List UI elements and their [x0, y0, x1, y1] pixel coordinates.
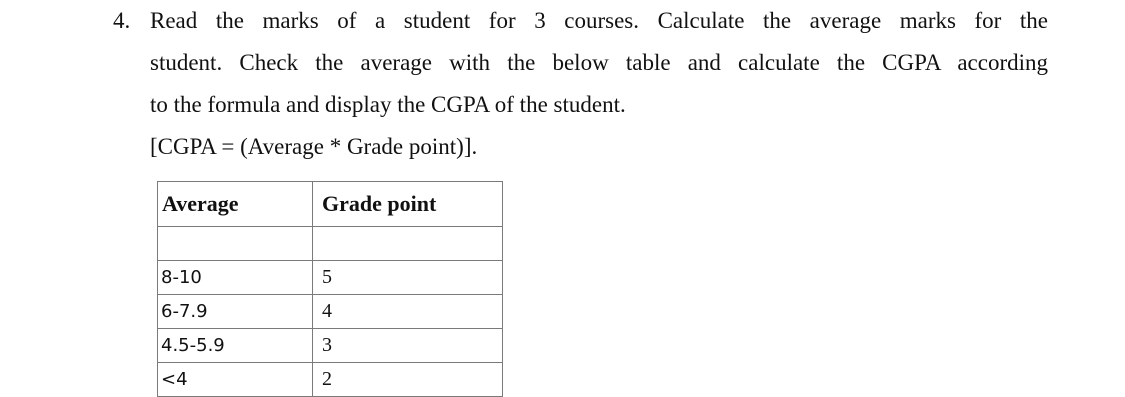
table-header-row — [158, 182, 503, 227]
grade-point-cell: 4 — [313, 295, 503, 329]
grade-table — [157, 181, 503, 397]
grade-point-cell: 5 — [313, 261, 503, 295]
question-text-line-1: Read the marks of a student for 3 courses. Calculate the average marks for the — [150, 8, 1048, 33]
grade-point-cell: 3 — [313, 329, 503, 363]
divider-cell — [313, 227, 503, 261]
grade-point-cell: 2 — [313, 363, 503, 397]
average-cell: <4 — [158, 363, 313, 397]
question-text-line-2: student. Check the average with the below table and calculate the CGPA according — [150, 50, 1048, 75]
table-row — [158, 363, 503, 397]
table-row — [158, 295, 503, 329]
average-cell: 8-10 — [158, 261, 313, 295]
header-grade-point: Grade point — [313, 182, 503, 227]
question-number: 4. — [113, 8, 131, 33]
cgpa-formula: [CGPA = (Average * Grade point)]. — [150, 134, 478, 159]
table-row — [158, 329, 503, 363]
question-text-line-3: to the formula and display the CGPA of the student. — [150, 92, 626, 117]
table-row — [158, 261, 503, 295]
average-cell: 6-7.9 — [158, 295, 313, 329]
header-divider — [158, 227, 503, 261]
divider-cell — [158, 227, 313, 261]
average-cell: 4.5-5.9 — [158, 329, 313, 363]
header-average: Average — [158, 182, 313, 227]
